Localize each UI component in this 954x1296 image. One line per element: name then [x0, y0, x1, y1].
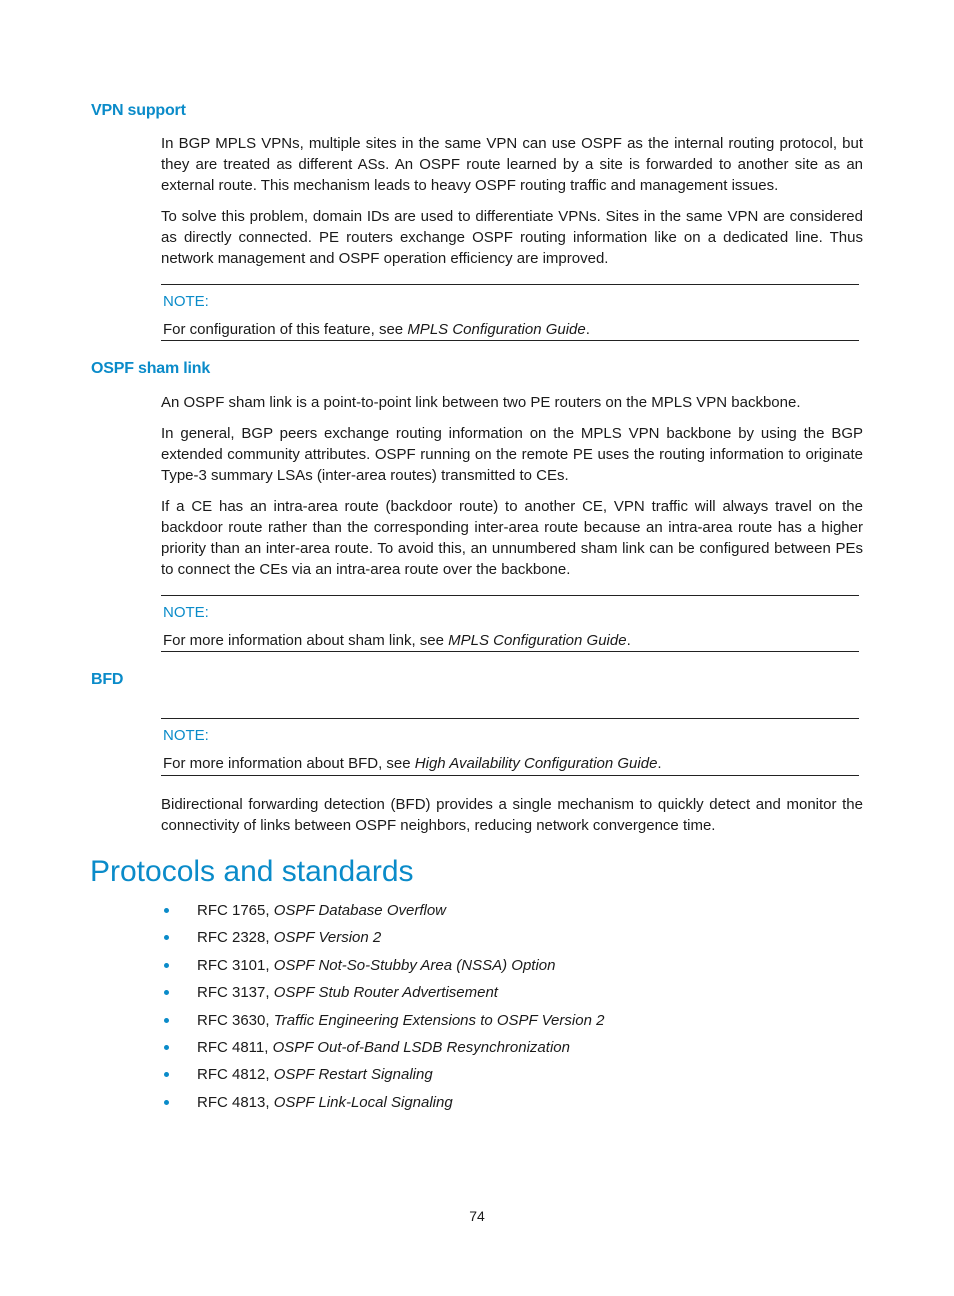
note-box-vpn [161, 284, 859, 341]
bullet-icon [164, 1045, 169, 1050]
note-text: For configuration of this feature, see MPLS Configuration Guide. [163, 321, 590, 338]
list-item: RFC 3630, Traffic Engineering Extensions to OSPF Version 2 [161, 1010, 604, 1037]
guide-reference: High Availability Configuration Guide [414, 755, 658, 772]
vpn-paragraph-2: To solve this problem, domain IDs are used to differentiate VPNs. Sites in the same VPN are considered as directly connected. PE routers exchange OSPF routing information like on a dedicated line. Thus network management and OSPF operation efficiency are improved. [161, 208, 863, 267]
sham-paragraph-1: An OSPF sham link is a point-to-point link between two PE routers on the MPLS VPN backbone. [161, 394, 801, 411]
list-item: RFC 2328, OSPF Version 2 [161, 927, 604, 954]
bullet-icon [164, 1100, 169, 1105]
note-label: NOTE: [163, 727, 209, 744]
note-text: For more information about sham link, see MPLS Configuration Guide. [163, 632, 631, 649]
bullet-icon [164, 935, 169, 940]
note-label: NOTE: [163, 604, 209, 621]
bullet-icon [164, 990, 169, 995]
list-item: RFC 4813, OSPF Link-Local Signaling [161, 1092, 604, 1119]
section-heading-bfd: BFD [91, 671, 124, 688]
bfd-paragraph-1: Bidirectional forwarding detection (BFD) provides a single mechanism to quickly detect and monitor the connectivity of links between OSPF neighbors, reducing network convergence time. [161, 796, 863, 834]
section-heading-ospf-sham-link: OSPF sham link [91, 360, 211, 377]
page-number: 74 [469, 1208, 485, 1224]
list-item: RFC 3137, OSPF Stub Router Advertisement [161, 982, 604, 1009]
bullet-icon [164, 908, 169, 913]
note-label: NOTE: [163, 293, 209, 310]
guide-reference: MPLS Configuration Guide [448, 632, 627, 649]
sham-paragraph-3: If a CE has an intra-area route (backdoor route) to another CE, VPN traffic will always travel on the backdoor route rather than the corresponding inter-area route because an intra-area route has a higher priority than an inter-area route. To avoid this, an unnumbered sham link can be configured between PEs to connect the CEs via an intra-area route over the backbone. [161, 498, 863, 578]
note-box-bfd [161, 718, 859, 776]
sham-paragraph-2: In general, BGP peers exchange routing information on the MPLS VPN backbone by using the BGP extended community attributes. OSPF running on the remote PE uses the routing information to originate Type-3 summary LSAs (inter-area routes) transmitted to CEs. [161, 425, 863, 484]
bullet-icon [164, 1018, 169, 1023]
list-item: RFC 1765, OSPF Database Overflow [161, 900, 604, 927]
protocols-title: Protocols and standards [90, 855, 414, 888]
section-heading-vpn-support: VPN support [91, 102, 186, 119]
bullet-icon [164, 1072, 169, 1077]
vpn-paragraph-1: In BGP MPLS VPNs, multiple sites in the same VPN can use OSPF as the internal routing protocol, but they are treated as different ASs. An OSPF route learned by a site is forwarded to another site as an external route. This mechanism leads to heavy OSPF routing traffic and management issues. [161, 135, 863, 194]
guide-reference: MPLS Configuration Guide [407, 321, 586, 338]
note-box-sham [161, 595, 859, 652]
rfc-list [161, 900, 604, 1119]
list-item: RFC 4812, OSPF Restart Signaling [161, 1064, 604, 1091]
note-text: For more information about BFD, see High Availability Configuration Guide. [163, 755, 662, 772]
list-item: RFC 4811, OSPF Out-of-Band LSDB Resynchronization [161, 1037, 604, 1064]
list-item: RFC 3101, OSPF Not-So-Stubby Area (NSSA) Option [161, 955, 604, 982]
bullet-icon [164, 963, 169, 968]
